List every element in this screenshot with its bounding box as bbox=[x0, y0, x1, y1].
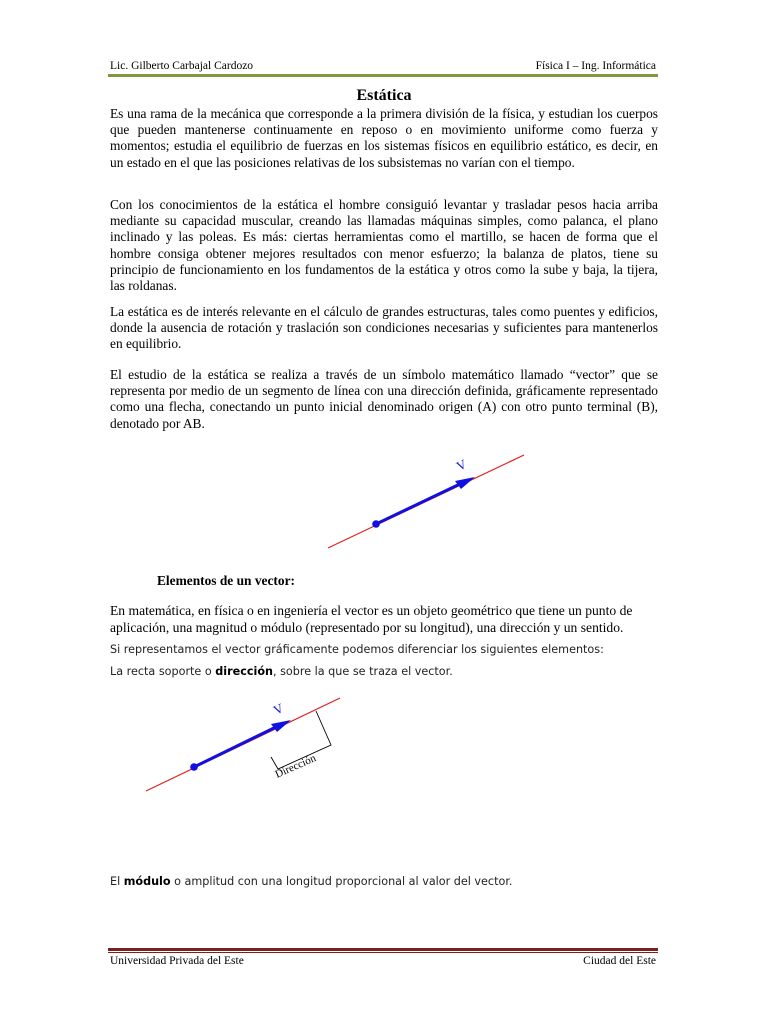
vector-arrowhead bbox=[455, 477, 475, 489]
vector-label: V bbox=[270, 700, 286, 718]
vector-shaft bbox=[194, 726, 278, 767]
page-header bbox=[108, 58, 658, 74]
vector-label: V bbox=[453, 456, 469, 474]
paragraph-simple-machines: Con los conocimientos de la estática el hombre consiguió levantar y trasladar pesos hacia arriba mediante su capacidad muscular, creando las llamadas máquinas simples, como palanca, el plano inclinado y las poleas. Es más: ciertas herramientas como el martillo, se hacen de forma que el hombre consiga obtener mejores resultados con menor esfuerzo; la balanza de platos, tiene su principio de funcionamiento en los fundamentos de la estática y otros como la sube y baja, la tijera, las roldanas. bbox=[110, 197, 658, 294]
text-module-line: El módulo o amplitud con una longitud proporcional al valor del vector. bbox=[110, 875, 513, 888]
paragraph-vector: El estudio de la estática se realiza a través de un símbolo matemático llamado “vector” que se representa por medio de un segmento de línea con una dirección definida, gráficamente representado como una flecha, conectando un punto inicial denominado origen (A) con otro punto terminal (B), denotado por AB. bbox=[110, 367, 658, 431]
paragraph-structures: La estática es de interés relevante en el cálculo de grandes estructuras, tales como puentes y edificios, donde la ausencia de rotación y traslación son condiciones necesarias y suficientes para mantenerlos en equilibrio. bbox=[110, 304, 658, 352]
footer-city: Ciudad del Este bbox=[583, 955, 656, 967]
vector-figure-1 bbox=[320, 448, 532, 552]
section-heading: Elementos de un vector: bbox=[157, 573, 295, 588]
header-course: Física I – Ing. Informática bbox=[535, 60, 656, 72]
vector-figure-2 bbox=[140, 693, 348, 797]
header-author: Lic. Gilberto Carbajal Cardozo bbox=[110, 60, 254, 72]
vector-shaft bbox=[376, 483, 462, 524]
vector-origin-point bbox=[190, 763, 198, 771]
text-represent-line: Si representamos el vector gráficamente podemos diferenciar los siguientes elementos: bbox=[110, 643, 604, 656]
term-module: módulo bbox=[123, 875, 171, 888]
direction-label: Dirección bbox=[273, 752, 318, 781]
page-footer bbox=[108, 955, 658, 971]
footer-university: Universidad Privada del Este bbox=[110, 955, 244, 967]
footer-rule-thin bbox=[108, 952, 658, 953]
footer-rule bbox=[108, 948, 658, 951]
term-direction: dirección bbox=[215, 665, 273, 678]
page-title: Estática bbox=[356, 87, 412, 104]
paragraph-vector-elements: En matemática, en física o en ingeniería el vector es un objeto geométrico que tiene un punto de aplicación, una magnitud o módulo (representado por su longitud), una dirección y un sentido. bbox=[110, 603, 633, 635]
paragraph-definition: Es una rama de la mecánica que corresponde a la primera división de la física, y estudian los cuerpos que pueden mantenerse continuamente en reposo o en movimiento uniforme como fuerza y momentos; estudia el equilibrio de fuerzas en los sistemas físicos en equilibrio estático, es decir, en un estado en el que las posiciones relativas de los subsistemas no varían con el tiempo. bbox=[110, 106, 658, 170]
header-rule bbox=[108, 74, 658, 77]
vector-origin-point bbox=[372, 520, 380, 528]
text-direction-line: La recta soporte o dirección, sobre la que se traza el vector. bbox=[110, 665, 453, 678]
